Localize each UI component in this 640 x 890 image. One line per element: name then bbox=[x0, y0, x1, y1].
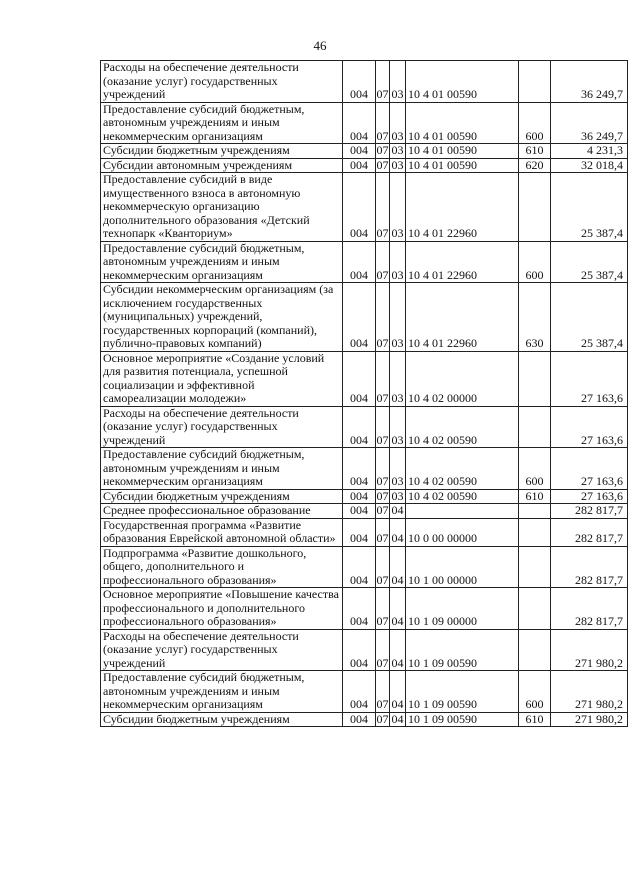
section-code: 07 bbox=[376, 173, 390, 242]
target-article-code: 10 0 00 00000 bbox=[406, 518, 519, 546]
subsection-code: 03 bbox=[390, 102, 406, 144]
section-code: 07 bbox=[376, 588, 390, 630]
row-description: Расходы на обеспечение деятельности (оказание услуг) государственных учреждений bbox=[101, 406, 343, 448]
amount: 25 387,4 bbox=[551, 283, 628, 352]
section-code: 07 bbox=[376, 102, 390, 144]
row-description: Субсидии бюджетным учреждениям bbox=[101, 144, 343, 159]
budget-table bbox=[100, 60, 628, 727]
page-number: 46 bbox=[313, 38, 327, 53]
expense-type-code: 610 bbox=[519, 144, 551, 159]
row-description: Субсидии автономным учреждениям bbox=[101, 158, 343, 173]
subsection-code: 03 bbox=[390, 61, 406, 103]
target-article-code: 10 1 09 00590 bbox=[406, 712, 519, 727]
section-code: 07 bbox=[376, 629, 390, 671]
target-article-code: 10 1 09 00590 bbox=[406, 671, 519, 713]
row-description: Субсидии бюджетным учреждениям bbox=[101, 712, 343, 727]
admin-code: 004 bbox=[343, 158, 376, 173]
expense-type-code: 600 bbox=[519, 448, 551, 490]
section-code: 07 bbox=[376, 448, 390, 490]
table-row bbox=[101, 588, 628, 630]
amount: 32 018,4 bbox=[551, 158, 628, 173]
admin-code: 004 bbox=[343, 588, 376, 630]
subsection-code: 03 bbox=[390, 173, 406, 242]
expense-type-code: 600 bbox=[519, 671, 551, 713]
table-row bbox=[101, 144, 628, 159]
row-description: Среднее профессиональное образование bbox=[101, 504, 343, 519]
subsection-code: 03 bbox=[390, 406, 406, 448]
table-row bbox=[101, 173, 628, 242]
section-code: 07 bbox=[376, 351, 390, 406]
table-row bbox=[101, 504, 628, 519]
row-description: Основное мероприятие «Повышение качества профессионального и дополнительного профессионального образования» bbox=[101, 588, 343, 630]
admin-code: 004 bbox=[343, 671, 376, 713]
section-code: 07 bbox=[376, 518, 390, 546]
amount: 271 980,2 bbox=[551, 671, 628, 713]
expense-type-code: 610 bbox=[519, 489, 551, 504]
row-description: Предоставление субсидий бюджетным, автономным учреждениям и иным некоммерческим организациям bbox=[101, 241, 343, 283]
section-code: 07 bbox=[376, 158, 389, 172]
subsection-code: 04 bbox=[390, 518, 406, 546]
target-article-code: 10 4 01 22960 bbox=[406, 173, 519, 242]
amount: 282 817,7 bbox=[551, 518, 628, 546]
table-row bbox=[101, 406, 628, 448]
admin-code: 004 bbox=[343, 61, 376, 103]
row-description: Расходы на обеспечение деятельности (оказание услуг) государственных учреждений bbox=[101, 61, 343, 103]
expense-type-code bbox=[519, 518, 551, 546]
admin-code: 004 bbox=[343, 283, 376, 352]
target-article-code: 10 4 01 00590 bbox=[406, 61, 519, 103]
row-description: Государственная программа «Развитие образования Еврейской автономной области» bbox=[101, 518, 343, 546]
subsection-code: 04 bbox=[391, 503, 404, 517]
amount: 27 163,6 bbox=[551, 351, 628, 406]
target-article-code: 10 4 01 22960 bbox=[406, 241, 519, 283]
subsection-code: 03 bbox=[391, 143, 404, 157]
table-row bbox=[101, 61, 628, 103]
table-row bbox=[101, 241, 628, 283]
section-code: 07 bbox=[376, 671, 390, 713]
row-description: Предоставление субсидий бюджетным, автономным учреждениям и иным некоммерческим организациям bbox=[101, 102, 343, 144]
expense-type-code bbox=[519, 351, 551, 406]
target-article-code: 10 4 02 00590 bbox=[406, 406, 519, 448]
amount: 27 163,6 bbox=[551, 489, 628, 504]
expense-type-code bbox=[519, 406, 551, 448]
admin-code: 004 bbox=[343, 448, 376, 490]
subsection-code: 03 bbox=[390, 448, 406, 490]
expense-type-code bbox=[519, 546, 551, 588]
target-article-code: 10 1 00 00000 bbox=[406, 546, 519, 588]
expense-type-code bbox=[519, 61, 551, 103]
expense-type-code: 600 bbox=[519, 241, 551, 283]
section-code: 07 bbox=[376, 143, 389, 157]
admin-code: 004 bbox=[343, 241, 376, 283]
admin-code: 004 bbox=[343, 144, 376, 159]
target-article-code bbox=[406, 504, 519, 519]
amount: 25 387,4 bbox=[551, 241, 628, 283]
subsection-code: 04 bbox=[390, 588, 406, 630]
expense-type-code: 600 bbox=[519, 102, 551, 144]
amount: 271 980,2 bbox=[551, 629, 628, 671]
budget-table-body bbox=[101, 61, 628, 727]
subsection-code: 04 bbox=[390, 671, 406, 713]
admin-code: 004 bbox=[343, 504, 376, 519]
row-description: Подпрограмма «Развитие дошкольного, общего, дополнительного и профессионального образования» bbox=[101, 546, 343, 588]
expense-type-code: 630 bbox=[519, 283, 551, 352]
row-description: Основное мероприятие «Создание условий для развития потенциала, успешной социализации и эффективной самореализации молодежи» bbox=[101, 351, 343, 406]
table-row bbox=[101, 158, 628, 173]
table-row bbox=[101, 351, 628, 406]
table-row bbox=[101, 448, 628, 490]
admin-code: 004 bbox=[343, 629, 376, 671]
admin-code: 004 bbox=[343, 173, 376, 242]
subsection-code: 04 bbox=[390, 629, 406, 671]
subsection-code: 04 bbox=[391, 712, 404, 726]
target-article-code: 10 4 01 00590 bbox=[406, 102, 519, 144]
target-article-code: 10 4 02 00000 bbox=[406, 351, 519, 406]
admin-code: 004 bbox=[343, 518, 376, 546]
row-description: Расходы на обеспечение деятельности (оказание услуг) государственных учреждений bbox=[101, 629, 343, 671]
section-code: 07 bbox=[376, 406, 390, 448]
subsection-code: 04 bbox=[390, 546, 406, 588]
table-row bbox=[101, 102, 628, 144]
expense-type-code bbox=[519, 173, 551, 242]
target-article-code: 10 4 02 00590 bbox=[406, 489, 519, 504]
row-description: Предоставление субсидий бюджетным, автономным учреждениям и иным некоммерческим организациям bbox=[101, 671, 343, 713]
table-row bbox=[101, 283, 628, 352]
admin-code: 004 bbox=[343, 102, 376, 144]
section-code: 07 bbox=[376, 712, 389, 726]
target-article-code: 10 4 01 22960 bbox=[406, 283, 519, 352]
table-row bbox=[101, 671, 628, 713]
amount: 282 817,7 bbox=[551, 504, 628, 519]
table-row bbox=[101, 629, 628, 671]
admin-code: 004 bbox=[343, 712, 376, 727]
section-code: 07 bbox=[376, 489, 389, 503]
expense-type-code bbox=[519, 504, 551, 519]
target-article-code: 10 4 01 00590 bbox=[406, 158, 519, 173]
expense-type-code: 620 bbox=[519, 158, 551, 173]
amount: 271 980,2 bbox=[551, 712, 628, 727]
expense-type-code bbox=[519, 588, 551, 630]
section-code: 07 bbox=[376, 61, 390, 103]
section-code: 07 bbox=[376, 503, 389, 517]
amount: 27 163,6 bbox=[551, 406, 628, 448]
amount: 282 817,7 bbox=[551, 546, 628, 588]
amount: 25 387,4 bbox=[551, 173, 628, 242]
subsection-code: 03 bbox=[390, 351, 406, 406]
table-row bbox=[101, 489, 628, 504]
admin-code: 004 bbox=[343, 546, 376, 588]
admin-code: 004 bbox=[343, 406, 376, 448]
row-description: Предоставление субсидий в виде имущественного взноса в автономную некоммерческую организацию дополнительного образования «Детский технопарк «Кванториум» bbox=[101, 173, 343, 242]
row-description: Предоставление субсидий бюджетным, автономным учреждениям и иным некоммерческим организациям bbox=[101, 448, 343, 490]
subsection-code: 03 bbox=[390, 283, 406, 352]
expense-type-code: 610 bbox=[519, 712, 551, 727]
amount: 36 249,7 bbox=[551, 61, 628, 103]
section-code: 07 bbox=[376, 241, 390, 283]
amount: 36 249,7 bbox=[551, 102, 628, 144]
amount: 282 817,7 bbox=[551, 588, 628, 630]
amount: 4 231,3 bbox=[551, 144, 628, 159]
section-code: 07 bbox=[376, 283, 390, 352]
table-row bbox=[101, 518, 628, 546]
target-article-code: 10 4 01 00590 bbox=[406, 144, 519, 159]
target-article-code: 10 4 02 00590 bbox=[406, 448, 519, 490]
target-article-code: 10 1 09 00590 bbox=[406, 629, 519, 671]
table-row bbox=[101, 712, 628, 727]
section-code: 07 bbox=[376, 546, 390, 588]
admin-code: 004 bbox=[343, 351, 376, 406]
row-description: Субсидии бюджетным учреждениям bbox=[101, 489, 343, 504]
subsection-code: 03 bbox=[391, 158, 404, 172]
expense-type-code bbox=[519, 629, 551, 671]
subsection-code: 03 bbox=[390, 241, 406, 283]
row-description: Субсидии некоммерческим организациям (за исключением государственных (муниципальных) учреждений, государственных корпораций (компаний), публично-правовых компаний) bbox=[101, 283, 343, 352]
subsection-code: 03 bbox=[391, 489, 404, 503]
amount: 27 163,6 bbox=[551, 448, 628, 490]
admin-code: 004 bbox=[343, 489, 376, 504]
target-article-code: 10 1 09 00000 bbox=[406, 588, 519, 630]
table-row bbox=[101, 546, 628, 588]
